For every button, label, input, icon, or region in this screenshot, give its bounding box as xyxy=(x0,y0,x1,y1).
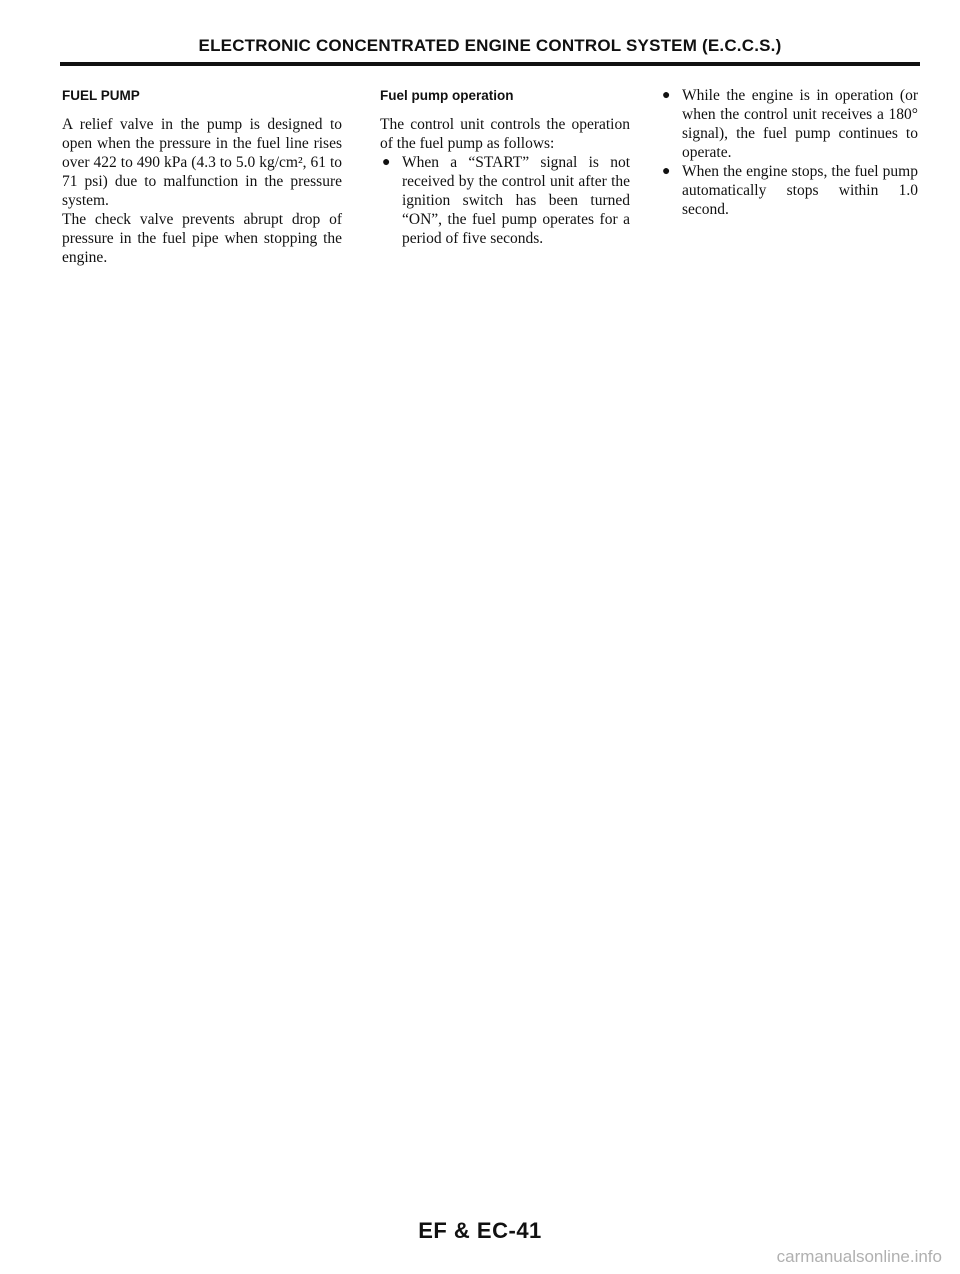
section-heading-fuel-pump: FUEL PUMP xyxy=(62,88,140,103)
middle-column xyxy=(380,86,630,248)
page-header-title: ELECTRONIC CONCENTRATED ENGINE CONTROL SYSTEM (E.C.C.S.) xyxy=(198,36,782,55)
left-column xyxy=(62,86,342,267)
paragraph-relief-valve: A relief valve in the pump is designed to open when the pressure in the fuel line rises over 422 to 490 kPa (4.3 to 5.0 kg/cm², 61 to 71 psi) due to malfunction in the pressure system. xyxy=(62,116,342,209)
bullet-item-engine-stops xyxy=(660,162,918,219)
header-rule xyxy=(60,62,920,66)
page-number: EF & EC-41 xyxy=(418,1218,542,1243)
bullet-icon: ● xyxy=(662,88,671,103)
bullet-text: While the engine is in operation (or when the control unit receives a 180° signal), the fuel pump continues to operate. xyxy=(682,87,918,161)
paragraph-check-valve: The check valve prevents abrupt drop of pressure in the fuel pipe when stopping the engine. xyxy=(62,211,342,266)
right-column xyxy=(660,86,918,219)
paragraph-intro: The control unit controls the operation of the fuel pump as follows: xyxy=(380,116,630,152)
bullet-icon: ● xyxy=(382,155,391,170)
bullet-item-start-signal xyxy=(380,153,630,248)
bullet-item-engine-operation xyxy=(660,86,918,162)
watermark-text: carmanualsonline.info xyxy=(776,1247,942,1266)
bullet-text: When a “START” signal is not received by the control unit after the ignition switch has been turned “ON”, the fuel pump operates for a period of five seconds. xyxy=(402,154,630,247)
bullet-icon: ● xyxy=(662,164,671,179)
section-heading-fuel-pump-operation: Fuel pump operation xyxy=(380,88,514,103)
bullet-text: When the engine stops, the fuel pump automatically stops within 1.0 second. xyxy=(682,163,918,218)
